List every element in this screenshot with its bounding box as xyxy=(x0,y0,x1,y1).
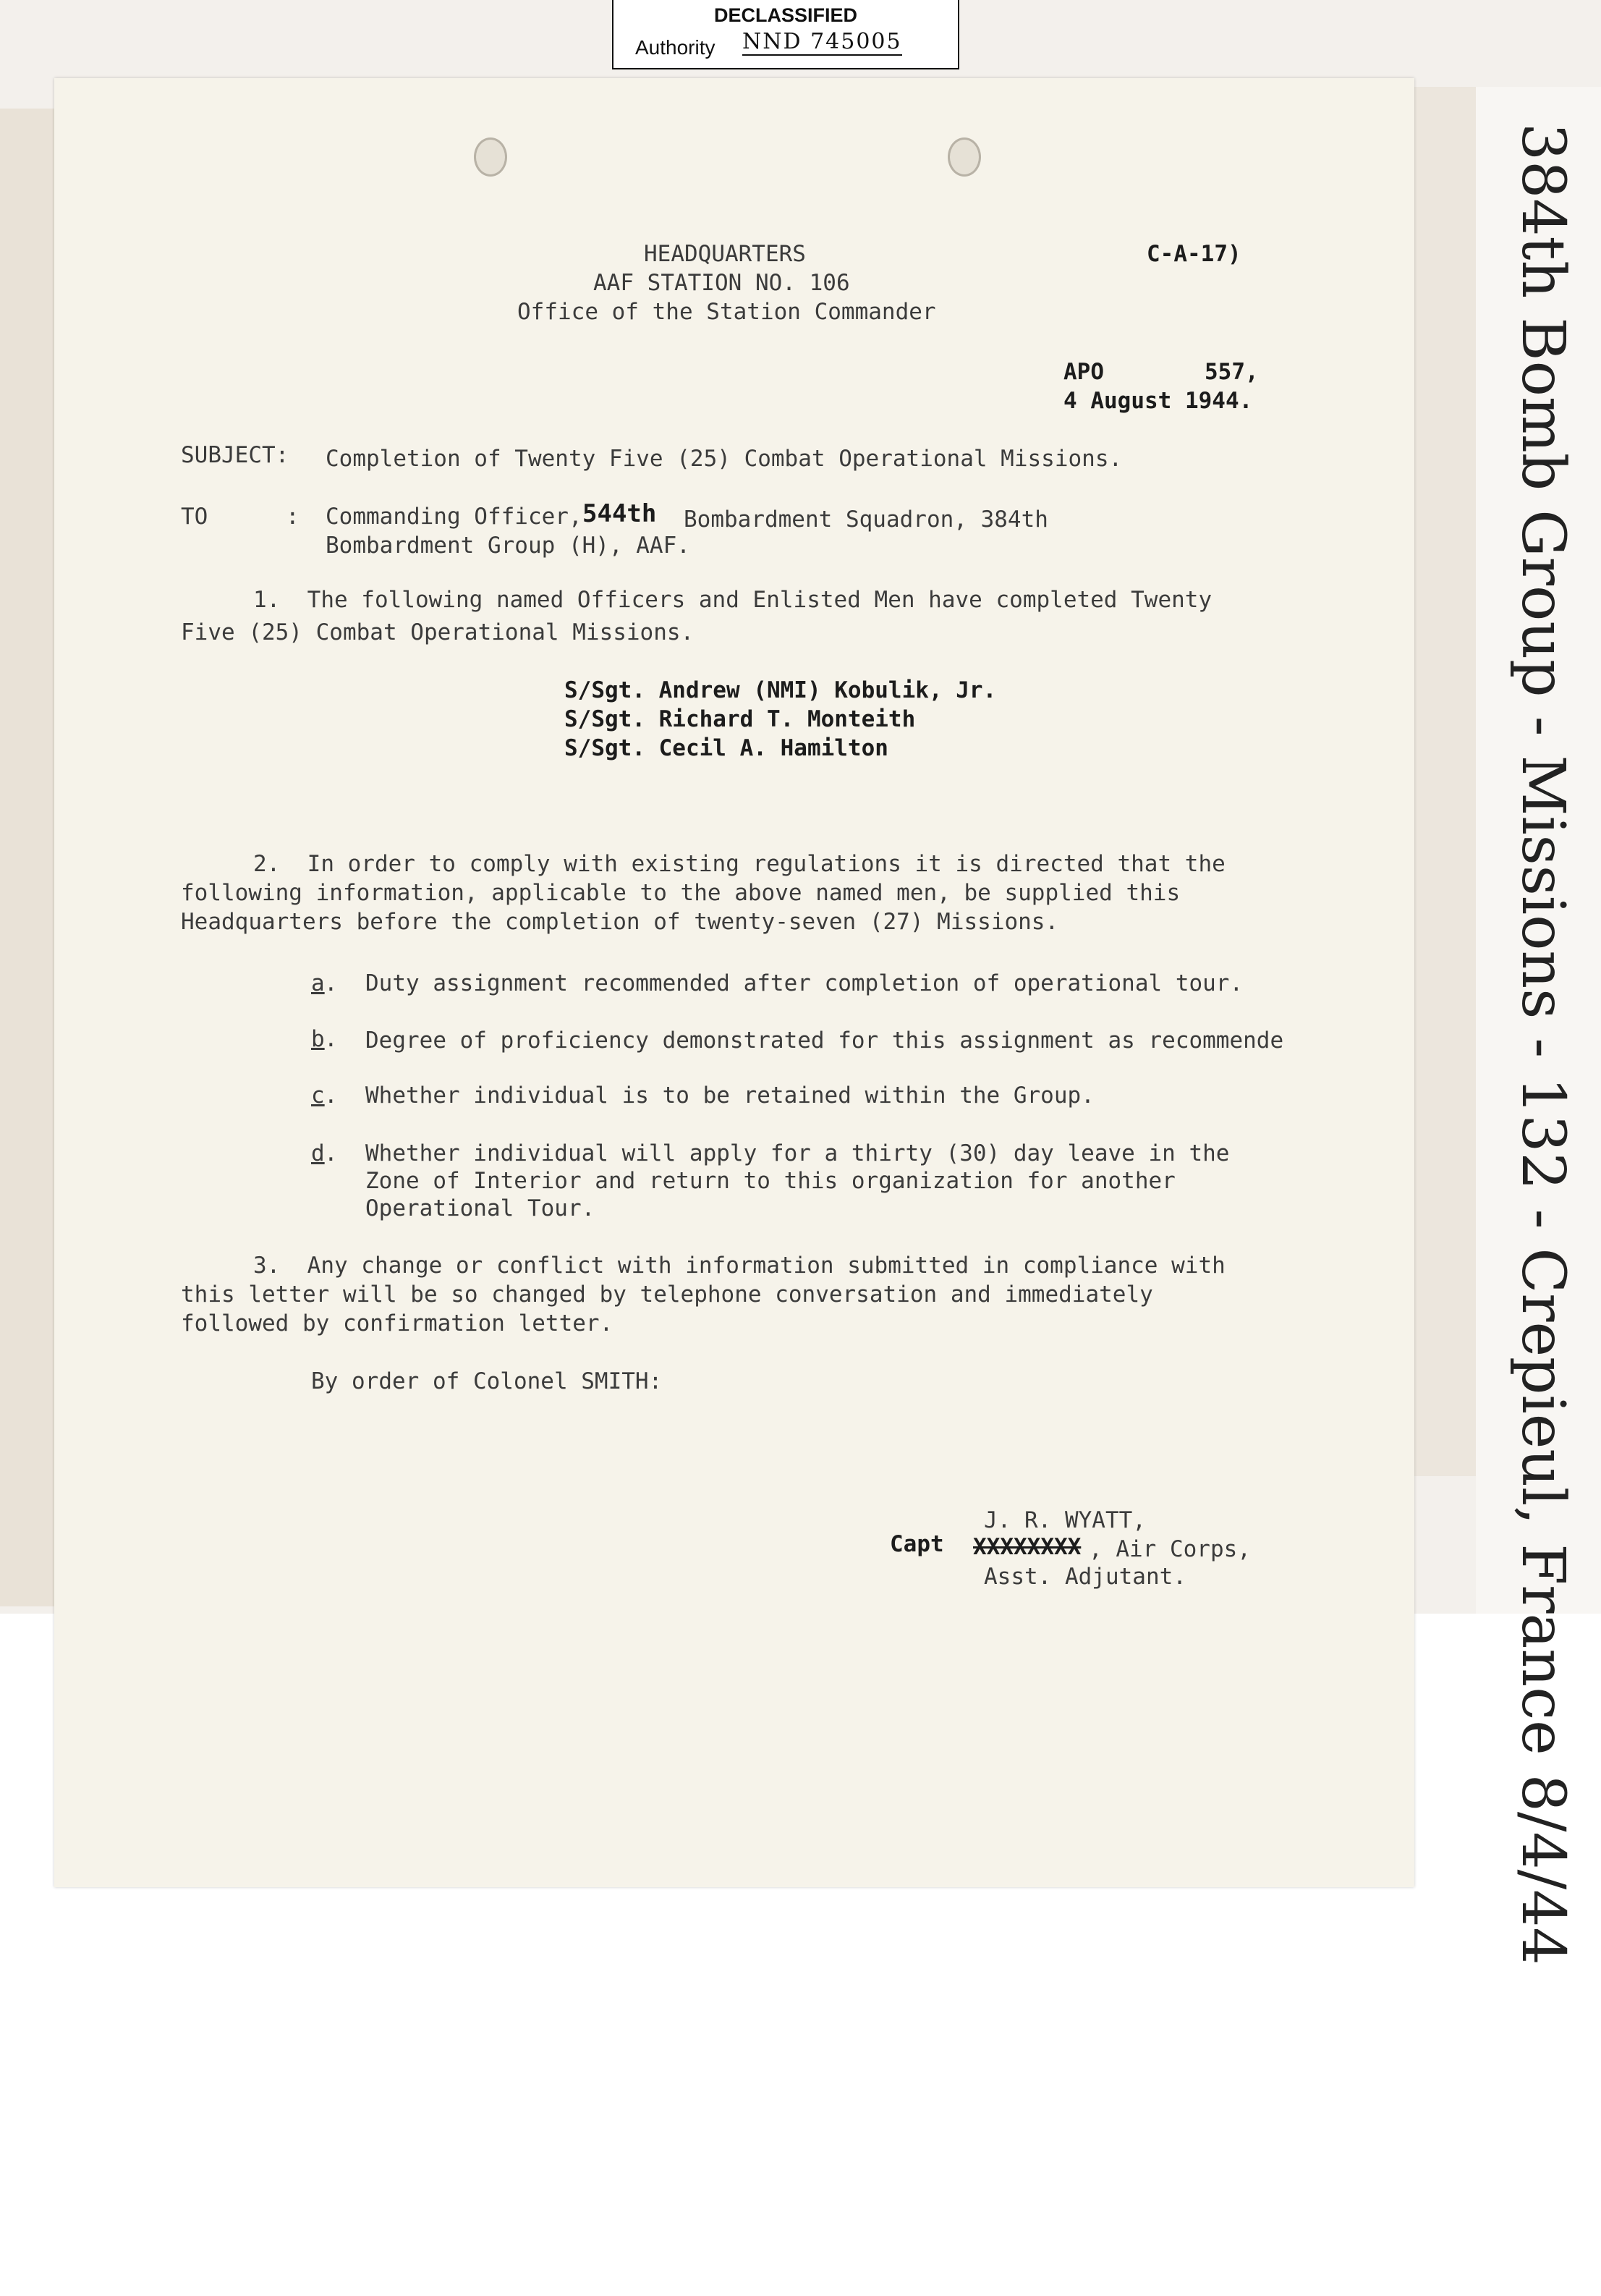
item-a-letter: a xyxy=(311,970,325,996)
crew-name: S/Sgt. Andrew (NMI) Kobulik, Jr. xyxy=(564,677,997,703)
item-d-line3: Operational Tour. xyxy=(365,1195,595,1221)
subject-text: Completion of Twenty Five (25) Combat Operational Missions. xyxy=(326,446,1123,472)
punch-hole-icon xyxy=(474,137,507,177)
to-label: TO xyxy=(181,504,208,530)
item-c-letter: c xyxy=(311,1083,325,1109)
item-d-letter: d xyxy=(311,1140,325,1166)
para3-line1: 3. Any change or conflict with information submitted in compliance with xyxy=(253,1253,1226,1279)
order-line: By order of Colonel SMITH: xyxy=(311,1368,663,1394)
to-colon: : xyxy=(286,504,300,530)
crew-name: S/Sgt. Richard T. Monteith xyxy=(564,706,916,732)
item-d-line2: Zone of Interior and return to this organization for another xyxy=(365,1168,1176,1194)
item-b-letter: b xyxy=(311,1026,325,1052)
para2-line1: 2. In order to comply with existing regulations it is directed that the xyxy=(253,851,1226,877)
signatory-title: Asst. Adjutant. xyxy=(984,1564,1186,1590)
letter-page: HEADQUARTERS AAF STATION NO. 106 Office of the Station Commander C-A-17) APO 557, 4 August 1944. SUBJECT: Completion of Twenty Five (25) Combat Operational Missions. TO : Commanding Officer, 544th Bombardment Squadron, 384th Bombardment Group (H), AAF. 1. The following named Officers and Enlisted Men have completed Twenty Five (25) Combat Operational Missions. S/Sgt. Andrew (NMI) Kobulik, Jr. S/Sgt. Richard T. Monteith S/Sgt. Cecil A. Hamilton 2. In order to comply with existing regulations it is directed that the following information, applicable to the above named men, be supplied this Headquarters before the completion of twenty-seven (27) Missions. a . Duty assignment recommended after completion of operational tour. b . Degree of proficiency demonstrated for this assignment as recommende c . Whether individual is to be retained within the Group. d . Whether individual will apply for a thirty (30) day leave in the Zone of Interior and return to this organization for another Operational Tour. 3. Any change or conflict with information submitted in compliance with this letter will be so changed by telephone conversation and immediately followed by confirmation letter. By order of Colonel SMITH: J. R. WYATT, Capt XXXXXXXX , Air Corps, Asst. Adjutant. xyxy=(54,78,1414,1887)
to-line1-a: Commanding Officer, xyxy=(326,504,582,530)
squadron-number: 544th xyxy=(582,499,657,528)
sheet-shadow xyxy=(1403,87,1476,1476)
header-line3: Office of the Station Commander xyxy=(517,299,936,325)
stamp-authority-label: Authority xyxy=(635,36,715,59)
stamp-authority-number: NND 745005 xyxy=(742,29,902,54)
punch-hole-icon xyxy=(948,137,981,177)
para2-line3: Headquarters before the completion of twenty-seven (27) Missions. xyxy=(181,909,1059,935)
para3-line3: followed by confirmation letter. xyxy=(181,1310,613,1336)
item-d-line1: Whether individual will apply for a thirty (30) day leave in the xyxy=(365,1140,1230,1166)
item-b-text: Degree of proficiency demonstrated for this assignment as recommende xyxy=(365,1028,1284,1054)
header-line1: HEADQUARTERS xyxy=(644,241,806,267)
handwritten-note: 384th Bomb Group - Missions - 132 - Crepieul, France 8/4/44 xyxy=(1508,123,1577,1965)
struck-out-text: XXXXXXXX xyxy=(973,1534,1082,1560)
signatory-corps: , Air Corps, xyxy=(1089,1536,1251,1562)
declassified-stamp xyxy=(612,0,959,69)
para3-line2: this letter will be so changed by telephone conversation and immediately xyxy=(181,1282,1153,1308)
letter-date: 4 August 1944. xyxy=(1063,388,1253,414)
item-c-text: Whether individual is to be retained within the Group. xyxy=(365,1083,1095,1109)
signatory-rank: Capt xyxy=(890,1531,944,1557)
subject-label: SUBJECT: xyxy=(181,442,289,468)
apo-label: APO xyxy=(1063,359,1104,385)
crew-name: S/Sgt. Cecil A. Hamilton xyxy=(564,735,888,761)
para2-line2: following information, applicable to the above named men, be supplied this xyxy=(181,880,1181,906)
stamp-title: DECLASSIFIED xyxy=(713,4,858,26)
para1-line1: 1. The following named Officers and Enlisted Men have completed Twenty xyxy=(253,587,1213,613)
to-line1-c: Bombardment Squadron, 384th xyxy=(684,507,1048,533)
apo-number: 557, xyxy=(1205,359,1259,385)
file-code: C-A-17) xyxy=(1147,241,1241,267)
para1-line2: Five (25) Combat Operational Missions. xyxy=(181,619,695,645)
item-a-text: Duty assignment recommended after completion of operational tour. xyxy=(365,970,1244,996)
header-line2: AAF STATION NO. 106 xyxy=(593,270,850,296)
to-line2: Bombardment Group (H), AAF. xyxy=(326,533,690,559)
signatory-name: J. R. WYATT, xyxy=(984,1507,1146,1533)
